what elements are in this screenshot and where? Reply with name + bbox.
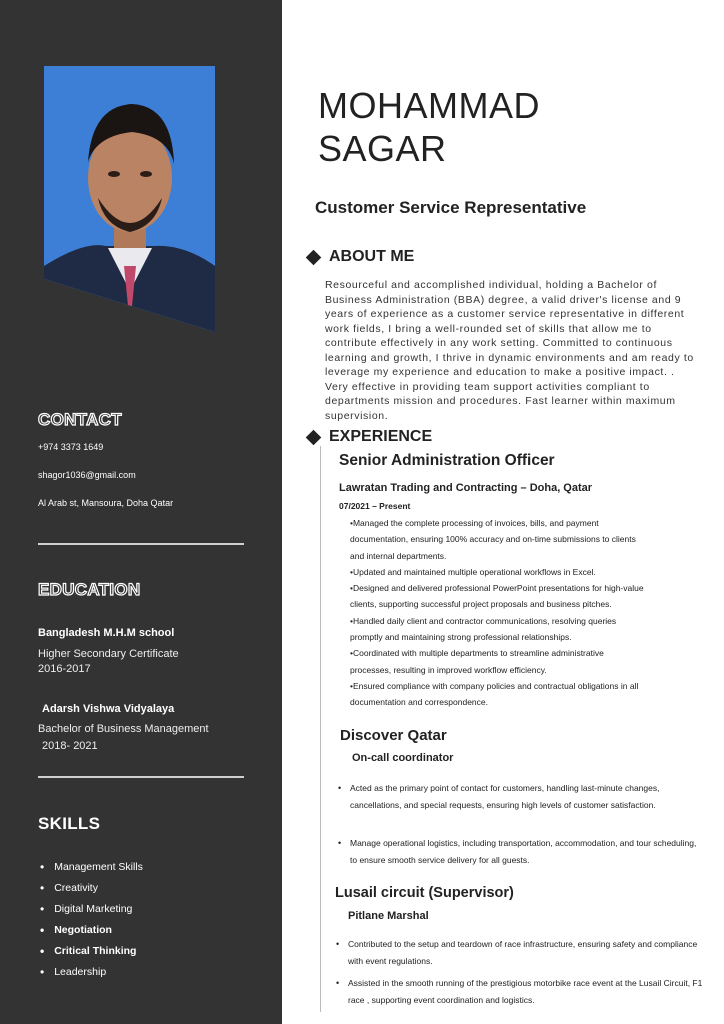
bullet-line: clients, supporting successful project proposals and business pitches.: [350, 599, 612, 610]
divider: [38, 776, 244, 778]
job-title-2: Discover Qatar: [340, 727, 447, 744]
bullet-line: processes, resulting in improved workflow efficiency.: [350, 664, 547, 675]
profile-photo: [44, 66, 215, 332]
skill-item: • Negotiation: [40, 919, 143, 940]
education-years-1: 2016-2017: [38, 663, 91, 675]
job-title-3: Lusail circuit (Supervisor): [335, 885, 514, 901]
sidebar: [0, 0, 282, 1024]
education-degree-2: Bachelor of Business Management: [38, 723, 209, 735]
experience-heading-label: EXPERIENCE: [329, 428, 433, 445]
job-subtitle-3: Pitlane Marshal: [348, 910, 429, 922]
about-heading-label: ABOUT ME: [329, 248, 415, 265]
contact-email: shagor1036@gmail.com: [38, 470, 136, 480]
experience-heading: [308, 428, 432, 446]
skill-item: • Digital Marketing: [40, 898, 143, 919]
job-bullets-1: [350, 515, 710, 711]
skill-item: • Leadership: [40, 961, 143, 982]
bullet-line: •Ensured compliance with company policies and contractual obligations in all: [350, 680, 639, 691]
bullet-line: •Coordinated with multiple departments to streamline administrative: [350, 648, 604, 659]
job-subtitle-2: On-call coordinator: [352, 752, 454, 764]
divider: [38, 543, 244, 545]
candidate-name: [318, 84, 540, 170]
skill-item: • Creativity: [40, 877, 143, 898]
education-degree-1: Higher Secondary Certificate: [38, 648, 179, 660]
job-role: Customer Service Representative: [315, 198, 587, 217]
job-bullet: • Acted as the primary point of contact for customers, handling last-minute changes, cancellations, and special requests, ensuring high levels of customer satisfaction.: [338, 780, 700, 814]
job-company-1: Lawratan Trading and Contracting – Doha, Qatar: [339, 482, 593, 494]
bullet-line: •Designed and delivered professional PowerPoint presentations for high-value: [350, 583, 644, 594]
job-title-1: Senior Administration Officer: [339, 452, 555, 469]
timeline-line: [320, 446, 321, 1012]
education-school-1: Bangladesh M.H.M school: [38, 627, 175, 639]
skill-item: • Management Skills: [40, 856, 143, 877]
first-name: MOHAMMAD: [318, 85, 540, 126]
education-heading: EDUCATION: [38, 580, 141, 599]
last-name: SAGAR: [318, 128, 447, 169]
contact-address: Al Arab st, Mansoura, Doha Qatar: [38, 498, 174, 508]
diamond-icon: [306, 429, 322, 445]
education-school-2: Adarsh Vishwa Vidyalaya: [42, 703, 175, 715]
bullet-line: documentation, ensuring 100% accuracy and on-time submissions to clients: [350, 534, 636, 545]
about-heading: [308, 248, 414, 266]
education-years-2: 2018- 2021: [42, 740, 98, 752]
bullet-line: •Managed the complete processing of invoices, bills, and payment: [350, 518, 599, 528]
job-period-1: 07/2021 – Present: [339, 501, 411, 511]
main-content: [282, 0, 724, 1024]
bullet-line: documentation and correspondence.: [350, 697, 488, 708]
bullet-line: promptly and maintaining strong professional relationships.: [350, 632, 572, 643]
diamond-icon: [306, 249, 322, 265]
contact-phone: +974 3373 1649: [38, 442, 104, 452]
contact-heading: CONTACT: [38, 410, 122, 429]
about-text: Resourceful and accomplished individual, holding a Bachelor of Business Administration (BBA) degree, a valid driver's license and 9 years of experience as a customer service representative in different work fields, I bring a well-rounded set of skills that allow me to contribute effectively in any work setting. Committed to continuous learning and growth, I thrive in dynamic environments and am ready to leverage my experience and education to make a positive impact. . Very effective in providing team support activities compliant to departments mission and procedures. Fast learner within maximum supervision.: [325, 279, 694, 422]
job-bullet: • Manage operational logistics, including transportation, accommodation, and tour scheduling, to ensure smooth service delivery for all guests.: [338, 835, 700, 869]
job-bullet: • Assisted in the smooth running of the prestigious motorbike race event at the Lusail Circuit, F1 race , supporting event coordination and logistics.: [336, 975, 712, 1009]
bullet-line: and internal departments.: [350, 550, 447, 561]
skill-item: • Critical Thinking: [40, 940, 143, 961]
bullet-line: •Handled daily client and contractor communications, resolving queries: [350, 615, 617, 626]
job-bullet: • Contributed to the setup and teardown of race infrastructure, ensuring safety and compliance with event regulations.: [336, 936, 712, 970]
skills-heading: SKILLS: [38, 814, 101, 833]
skills-list: [40, 856, 143, 982]
bullet-line: •Updated and maintained multiple operational workflows in Excel.: [350, 566, 596, 577]
